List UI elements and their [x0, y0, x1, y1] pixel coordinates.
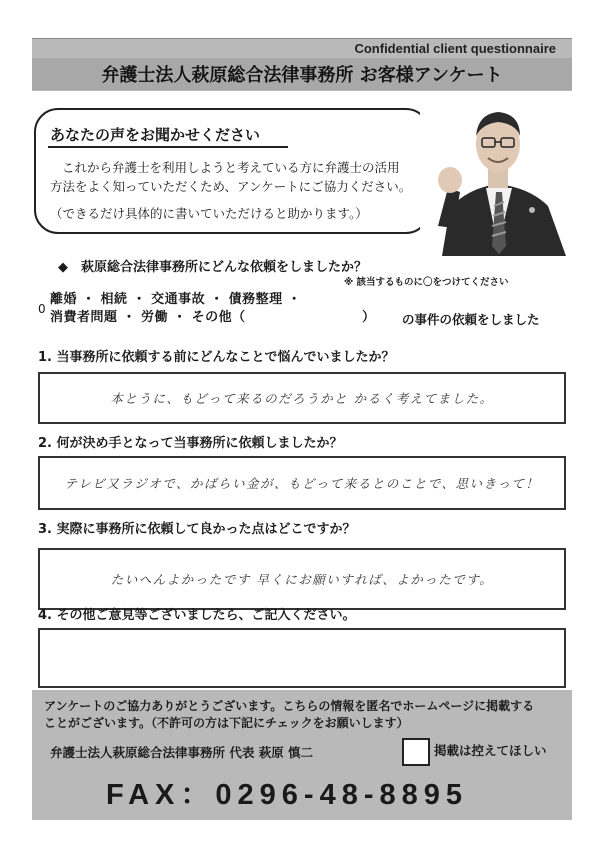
question-1-answer-box[interactable] [38, 372, 566, 424]
question-4-label: 4. その他ご意見等ございましたら、ご記入ください。 [38, 608, 356, 623]
case-types-paren-close: ） [362, 310, 376, 325]
question-2-answer: テレビ又ラジオで、かばらい金が、もどって来るとのことで、思いきって！ [64, 476, 540, 491]
case-types-line-2: 消費者問題 ・ 労働 ・ その他（ [50, 310, 246, 325]
circle-mark: 0 [38, 302, 46, 316]
question-2-label: 2. 何が決め手となって当事務所に依頼しましたか？ [38, 436, 343, 451]
question-3-answer-box[interactable] [38, 548, 566, 610]
intro-heading: あなたの声をお聞かせください [50, 126, 261, 144]
intro-line-3: （できるだけ具体的に書いていただけると助かります。） [50, 206, 368, 221]
question-3-answer: たいへんよかったです 早くにお願いすれば、よかったです。 [110, 572, 494, 587]
question-2-answer-box[interactable] [38, 456, 566, 510]
intro-line-1: これから弁護士を利用しようと考えている方に弁護士の活用 [62, 160, 400, 175]
question-1-answer: 本とうに、もどって来るのだろうかと かるく考えてました。 [110, 391, 494, 406]
question-1-label: 1. 当事務所に依頼する前にどんなことで悩んでいましたか？ [38, 350, 395, 365]
publish-decline-checkbox[interactable] [402, 738, 430, 766]
intro-line-2: 方法をよく知っていただくため、アンケートにご協力ください。 [50, 179, 412, 194]
question-4-answer-box[interactable] [38, 628, 566, 688]
case-types-line-1: 離婚 ・ 相続 ・ 交通事故 ・ 債務整理 ・ [50, 292, 302, 307]
footer-line-1: アンケートのご協力ありがとうございます。こちらの情報を匿名でホームページに掲載する [44, 699, 535, 713]
case-types-suffix: の事件の依頼をしました [402, 312, 540, 327]
main-question: ◆ 萩原総合法律事務所にどんな依頼をしましたか？ [58, 260, 367, 275]
confidential-label: Confidential client questionnaire [354, 41, 556, 56]
question-3-label: 3. 実際に事務所に依頼して良かった点はどこですか？ [38, 522, 356, 537]
office-representative: 弁護士法人萩原総合法律事務所 代表 萩原 慎二 [50, 745, 314, 760]
fax-number: FAX：0296-48-8895 [106, 779, 468, 811]
selection-note: ※ 該当するものに〇をつけてください [344, 277, 509, 288]
intro-heading-underline [48, 146, 288, 148]
lawyer-photo [420, 96, 572, 256]
footer-line-2: ことがございます。（不許可の方は下記にチェックをお願いします） [44, 716, 409, 730]
questionnaire-title: 弁護士法人萩原総合法律事務所 お客様アンケート [32, 58, 572, 90]
publish-decline-label: 掲載は控えてほしい [434, 743, 547, 758]
